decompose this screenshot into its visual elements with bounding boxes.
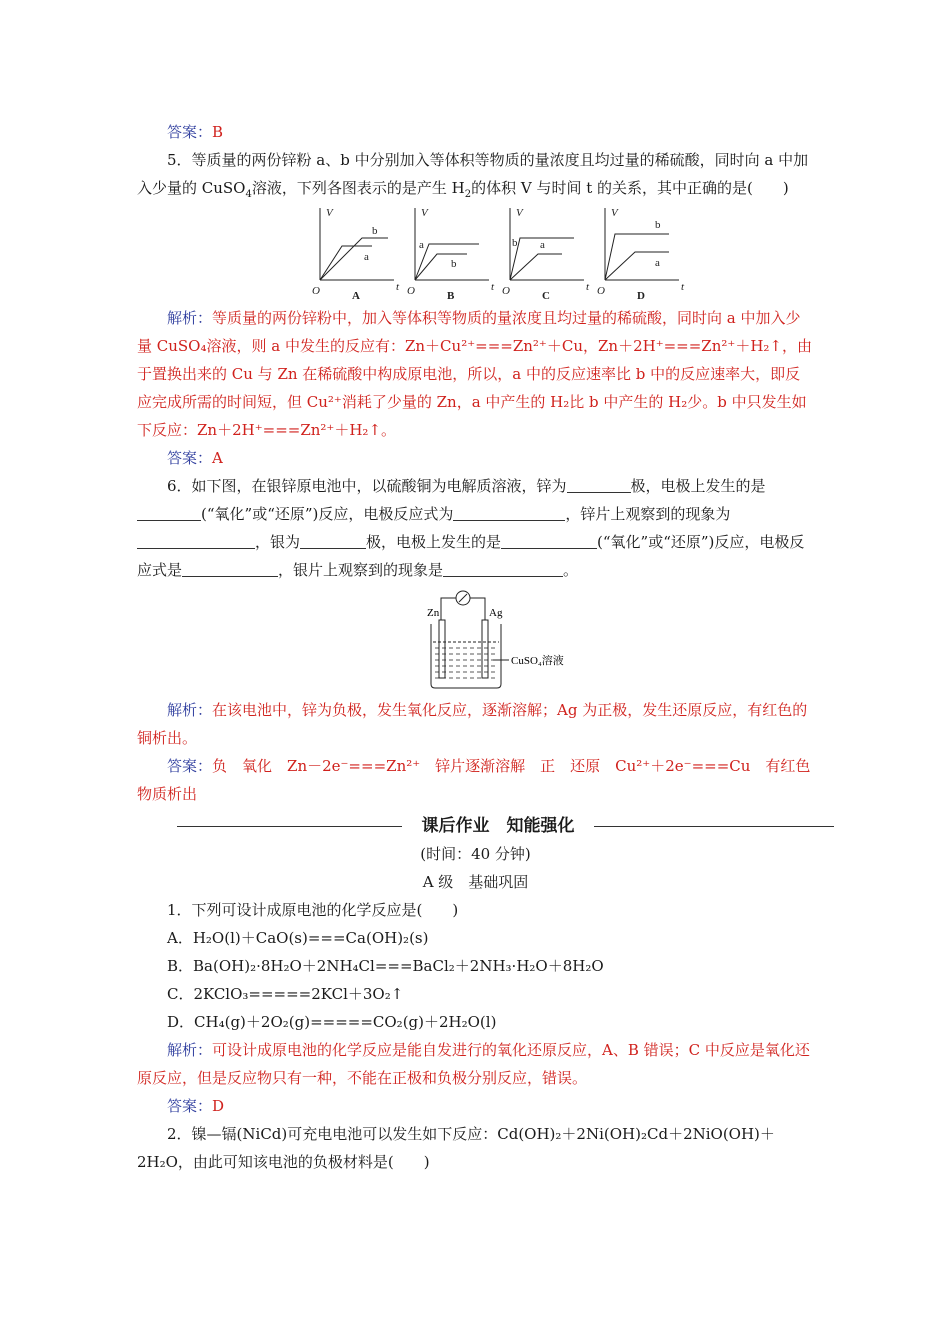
ag-label: Ag (489, 607, 503, 619)
blank-1[interactable] (567, 474, 631, 493)
axis-v-label: V (611, 207, 618, 219)
graph-option-label: C (542, 290, 550, 302)
solution-label: CuSO₄溶液 (511, 655, 564, 667)
axis-t-label: t (396, 281, 400, 293)
origin-label: O (502, 285, 510, 297)
series-a-label: a (540, 239, 545, 251)
section-title: 课后作业 知能强化 (421, 816, 575, 836)
axis-t-label: t (586, 281, 590, 293)
graph-option-label: D (637, 290, 645, 302)
series-a-label: a (419, 239, 424, 251)
series-a-label: a (655, 257, 660, 269)
axis-v-label: V (326, 207, 333, 219)
s1-option-b: B．Ba(OH)₂·8H₂O＋2NH₄Cl===BaCl₂＋2NH₃·H₂O＋8H₂O (167, 957, 604, 975)
s1-option-c: C．2KClO₃=====2KCl＋3O₂↑ (167, 985, 404, 1003)
q6-stem: 6．如下图，在银锌原电池中，以硫酸铜为电解质溶液，锌为 极，电极上发生的是(“氧化”或“还原”)反应，电极反应式为 ，锌片上观察到的现象为，银为 极，电极上发生的是 (“氧化”或“还原”)反应，电极反应式是 ，银片上观察到的现象是 。 (137, 472, 814, 584)
s1-answer: 答案：D (167, 1097, 225, 1115)
s1-analysis: 解析：可设计成原电池的化学反应是能自发进行的氧化还原反应，A、B 错误；C 中反应是氧化还原反应，但是反应物只有一种，不能在正极和负极分别反应，错误。 (137, 1041, 810, 1087)
graph-d (597, 207, 685, 302)
s1-option-d: D．CH₄(g)＋2O₂(g)=====CO₂(g)＋2H₂O(l) (167, 1013, 497, 1031)
axis-t-label: t (681, 281, 685, 293)
q5-stem: 5．等质量的两份锌粉 a、b 中分别加入等体积等物质的量浓度且均过量的稀硫酸，同时向 a 中加入少量的 CuSO$_4$溶液，下列各图表示的是产生 $H_2$的体积 V 与时间 t 的关系，其中正确的是( ) (137, 151, 809, 200)
graph-option-label: B (447, 290, 455, 302)
q5-answer: 答案：A (167, 449, 223, 467)
blank-2[interactable] (137, 502, 201, 521)
s1-stem: 1．下列可设计成原电池的化学反应是( ) (167, 901, 459, 919)
blank-8[interactable] (443, 558, 563, 577)
graph-option-label: A (352, 290, 360, 302)
series-b-label: b (451, 258, 457, 270)
blank-4[interactable] (137, 530, 255, 549)
document-page (137, 118, 814, 1176)
blank-3[interactable] (453, 502, 565, 521)
q5-analysis: 解析：等质量的两份锌粉中，加入等体积等物质的量浓度且均过量的稀硫酸，同时向 a 中加入少量 CuSO₄溶液，则 a 中发生的反应有：Zn＋Cu²⁺===Zn²⁺＋Cu，Zn＋2H⁺===Zn²⁺＋H₂↑，由于置换出来的 Cu 与 Zn 在稀硫酸中构成原电池，所以，a 中的反应速率比 b 中的反应速率大，即反应完成所需的时间短，但 Cu²⁺消耗了少量的 Zn，a 中产生的 H₂比 b 中产生的 H₂少。b 中只发生如下反应：Zn＋2H⁺===Zn²⁺＋H₂↑。 (137, 309, 812, 439)
origin-label: O (407, 285, 415, 297)
s2-stem: 2．镍—镉(NiCd)可充电电池可以发生如下反应：Cd(OH)₂＋2Ni(OH)₂Cd＋2NiO(OH)＋2H₂O，由此可知该电池的负极材料是( ) (137, 1125, 775, 1171)
q4-answer: 答案：B (167, 123, 224, 141)
origin-label: O (312, 285, 320, 297)
q6-analysis: 解析：在该电池中，锌为负极，发生氧化反应，逐渐溶解；Ag 为正极，发生还原反应，有红色的铜析出。 (137, 701, 808, 747)
axis-v-label: V (516, 207, 523, 219)
origin-label: O (597, 285, 605, 297)
graph-c (502, 207, 590, 302)
axis-t-label: t (491, 281, 495, 293)
q6-answer: 答案：负 氧化 Zn－2e⁻===Zn²⁺ 锌片逐渐溶解 正 还原 Cu²⁺＋2e⁻===Cu 有红色物质析出 (137, 757, 811, 803)
blank-6[interactable] (501, 530, 597, 549)
section-level: A 级 基础巩固 (422, 873, 529, 891)
graph-b (407, 207, 495, 302)
series-a-label: a (364, 251, 369, 263)
v-t-graphs (312, 204, 685, 302)
axis-v-label: V (421, 207, 428, 219)
blank-7[interactable] (182, 558, 278, 577)
galvanic-cell-diagram (427, 590, 587, 692)
blank-5[interactable] (300, 530, 366, 549)
series-b-label: b (372, 225, 378, 237)
s1-option-a: A．H₂O(l)＋CaO(s)===Ca(OH)₂(s) (167, 929, 429, 947)
q5-graphs (137, 204, 814, 300)
series-b-label: b (512, 237, 518, 249)
series-b-label: b (655, 219, 661, 231)
section-time: (时间：40 分钟) (420, 845, 531, 863)
graph-a (312, 207, 400, 302)
galvanic-cell-figure (137, 590, 814, 692)
section-banner (137, 812, 814, 840)
zn-label: Zn (427, 607, 440, 619)
